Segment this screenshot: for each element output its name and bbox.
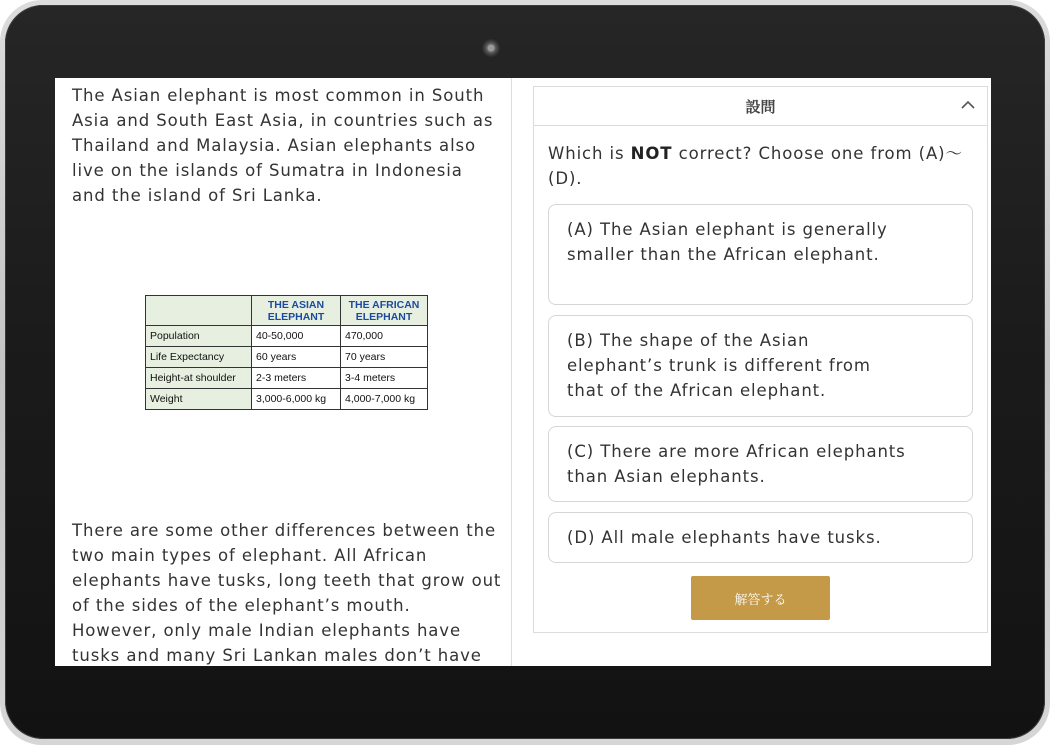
passage-paragraph-2: There are some other differences between the two main types of elephant. All African elephants have tusks, long teeth that grow out of the sides of the elephant’s mouth. However, only male Indian elephants have tusks and many Sri Lankan males don’t have (72, 521, 502, 665)
table-row (146, 326, 428, 347)
passage-paragraph-1: The Asian elephant is most common in South Asia and South East Asia, in countries such as Thailand and Malaysia. Asian elephants also live on the islands of Sumatra in Indonesia and the island of Sri Lanka. (72, 86, 494, 205)
answer-option-label: (D) All male elephants have tusks. (567, 528, 882, 547)
question-panel-title: 設問 (745, 98, 776, 116)
table-cell: 3-4 meters (341, 368, 428, 389)
table-cell: 40-50,000 (252, 326, 341, 347)
answer-option-label: (B) The shape of the Asian elephant’s trunk is different from that of the African elephant. (567, 331, 871, 400)
table-row (146, 389, 428, 410)
table-cell: Population (146, 326, 252, 347)
answer-option-d[interactable] (548, 512, 973, 563)
table-header-cell (146, 296, 252, 326)
table-cell: Height-at shoulder (146, 368, 252, 389)
table-cell: 470,000 (341, 326, 428, 347)
table-cell: 3,000-6,000 kg (252, 389, 341, 410)
question-panel-header[interactable] (534, 87, 987, 126)
table-cell: 4,000-7,000 kg (341, 389, 428, 410)
question-panel (533, 86, 988, 633)
answer-option-label: (C) There are more African elephants than Asian elephants. (567, 442, 906, 486)
question-emphasis: NOT (630, 144, 673, 163)
pane-divider (511, 78, 512, 666)
answer-option-b[interactable] (548, 315, 973, 417)
table-cell: Life Expectancy (146, 347, 252, 368)
table-row (146, 368, 428, 389)
answer-option-a[interactable] (548, 204, 973, 305)
elephant-comparison-table (145, 295, 428, 410)
chevron-up-icon[interactable] (961, 100, 975, 110)
table-header-cell: THE ASIAN ELEPHANT (252, 296, 341, 326)
question-text (548, 141, 968, 191)
answer-option-c[interactable] (548, 426, 973, 502)
table-cell: 2-3 meters (252, 368, 341, 389)
answer-option-label: (A) The Asian elephant is generally smaller than the African elephant. (567, 220, 888, 264)
table-header-cell: THE AFRICAN ELEPHANT (341, 296, 428, 326)
table-header-row (146, 296, 428, 326)
screen (55, 78, 991, 666)
table-cell: Weight (146, 389, 252, 410)
submit-answer-button[interactable]: 解答する (691, 576, 830, 620)
table-cell: 70 years (341, 347, 428, 368)
table-row (146, 347, 428, 368)
camera-icon (482, 39, 500, 57)
table-cell: 60 years (252, 347, 341, 368)
reading-passage-pane[interactable] (55, 78, 511, 666)
question-suffix: correct? Choose one from (A)～(D). (548, 144, 963, 188)
question-prefix: Which is (548, 144, 631, 163)
